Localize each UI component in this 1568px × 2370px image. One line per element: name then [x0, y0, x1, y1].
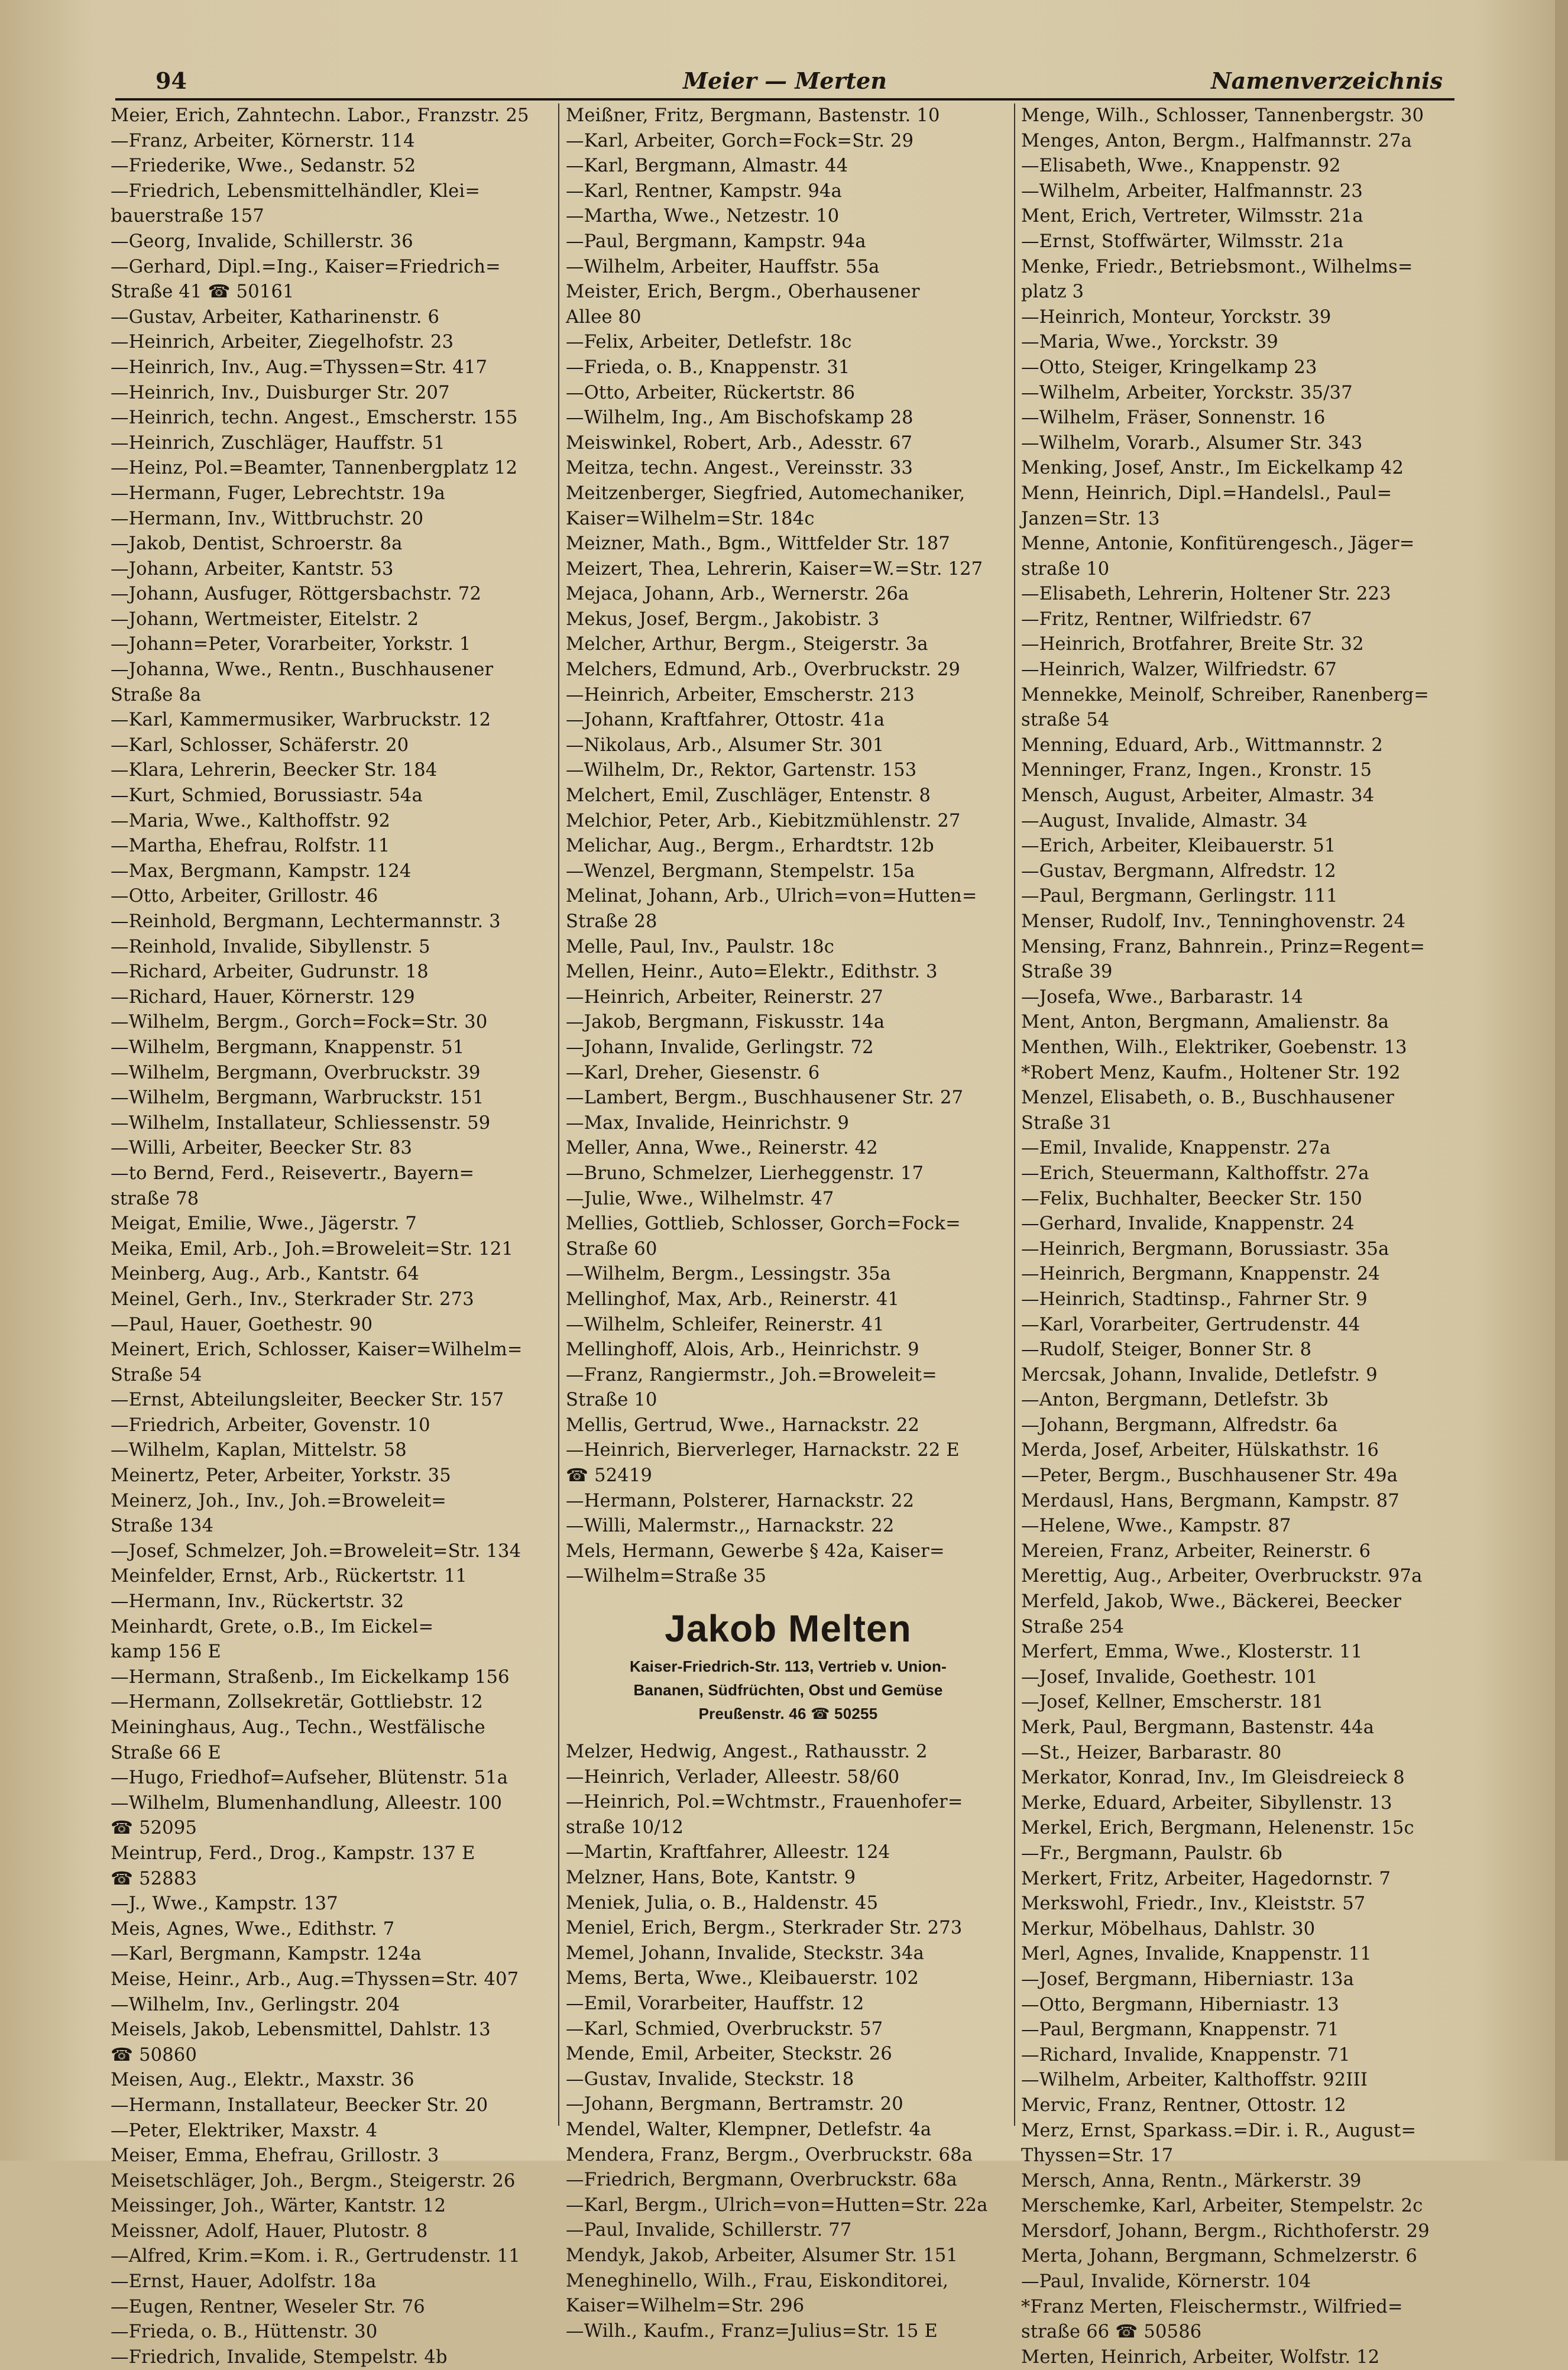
directory-entry: Meister, Erich, Bergm., Oberhausener — [566, 281, 920, 303]
directory-entry: —Eugen, Rentner, Weseler Str. 76 — [111, 2296, 425, 2317]
directory-entry: Melle, Paul, Inv., Paulstr. 18c — [566, 936, 835, 957]
directory-entry: —Martha, Wwe., Netzestr. 10 — [566, 206, 840, 227]
directory-entry: —Hermann, Fuger, Lebrechtstr. 19a — [111, 483, 446, 504]
directory-entry: Melinat, Johann, Arb., Ulrich=von=Hutten= — [566, 886, 977, 907]
directory-entry: straße 10 — [1021, 558, 1110, 579]
directory-entry: Mensing, Franz, Bahnrein., Prinz=Regent= — [1021, 936, 1426, 957]
directory-entry: Menninger, Franz, Ingen., Kronstr. 15 — [1021, 760, 1372, 781]
directory-entry: —Gustav, Invalide, Steckstr. 18 — [566, 2068, 854, 2090]
directory-entry: Straße 60 — [566, 1238, 657, 1260]
directory-entry: Meniek, Julia, o. B., Haldenstr. 45 — [566, 1892, 879, 1914]
directory-entry: —Reinhold, Bergmann, Lechtermannstr. 3 — [111, 911, 501, 932]
directory-entry: —Johann=Peter, Vorarbeiter, Yorkstr. 1 — [111, 634, 471, 655]
directory-entry: Meitzenberger, Siegfried, Automechaniker, — [566, 483, 966, 504]
directory-entry: —Erich, Steuermann, Kalthoffstr. 27a — [1021, 1163, 1369, 1184]
directory-entry: Mendyk, Jakob, Arbeiter, Alsumer Str. 151 — [566, 2245, 958, 2266]
directory-entry: Meller, Anna, Wwe., Reinerstr. 42 — [566, 1138, 878, 1159]
directory-entry: —Wilhelm, Fräser, Sonnenstr. 16 — [1021, 407, 1326, 429]
directory-entry: —Heinrich, Arbeiter, Reinerstr. 27 — [566, 986, 884, 1008]
advert-line: Kaiser-Friedrich-Str. 113, Vertrieb v. Union- — [630, 1657, 947, 1676]
directory-entry: Merfert, Emma, Wwe., Klosterstr. 11 — [1021, 1641, 1363, 1663]
directory-entry: Mensch, August, Arbeiter, Almastr. 34 — [1021, 785, 1375, 807]
directory-entry: Meier, Erich, Zahntechn. Labor., Franzstr. 25 — [111, 105, 529, 126]
directory-entry: —Wilhelm, Ing., Am Bischofskamp 28 — [566, 407, 913, 429]
directory-column-1 — [111, 103, 551, 2368]
directory-entry: Menke, Friedr., Betriebsmont., Wilhelms= — [1021, 256, 1413, 277]
directory-entry: Mellen, Heinr., Auto=Elektr., Edithstr. 3 — [566, 961, 938, 983]
directory-entry: Meinert, Erich, Schlosser, Kaiser=Wilhelm= — [111, 1339, 523, 1361]
directory-entry: bauerstraße 157 — [111, 206, 264, 227]
directory-entry: Melcher, Arthur, Bergm., Steigerstr. 3a — [566, 634, 928, 655]
directory-entry: Meitza, techn. Angest., Vereinsstr. 33 — [566, 458, 913, 479]
directory-entry: —Lambert, Bergm., Buschhausener Str. 27 — [566, 1087, 964, 1109]
directory-entry: Straße 39 — [1021, 961, 1113, 983]
directory-entry: Meise, Heinr., Arb., Aug.=Thyssen=Str. 407 — [111, 1968, 519, 1990]
directory-entry: Menges, Anton, Bergm., Halfmannstr. 27a — [1021, 130, 1412, 151]
directory-entry: Mejaca, Johann, Arb., Wernerstr. 26a — [566, 584, 909, 605]
page-header — [115, 65, 1454, 101]
directory-entry: Meis, Agnes, Wwe., Edithstr. 7 — [111, 1918, 395, 1940]
directory-entry: —Anton, Bergmann, Detlefstr. 3b — [1021, 1390, 1329, 1411]
directory-entry: —Josef, Kellner, Emscherstr. 181 — [1021, 1692, 1324, 1713]
directory-entry: Melchior, Peter, Arb., Kiebitzmühlenstr. 27 — [566, 810, 961, 831]
directory-entry: Meinel, Gerh., Inv., Sterkrader Str. 273 — [111, 1288, 474, 1310]
directory-entry: Merz, Ernst, Sparkass.=Dir. i. R., August= — [1021, 2120, 1417, 2141]
directory-entry: Meinfelder, Ernst, Arb., Rückertstr. 11 — [111, 1566, 468, 1587]
directory-entry: Melzner, Hans, Bote, Kantstr. 9 — [566, 1867, 856, 1888]
directory-entry: —Willi, Malermstr.,, Harnackstr. 22 — [566, 1516, 895, 1537]
directory-entry: —Georg, Invalide, Schillerstr. 36 — [111, 231, 413, 252]
directory-entry: Janzen=Str. 13 — [1021, 508, 1160, 529]
directory-entry: Meinhardt, Grete, o.B., Im Eickel= — [111, 1616, 434, 1637]
directory-entry: —Karl, Vorarbeiter, Gertrudenstr. 44 — [1021, 1314, 1360, 1335]
directory-entry: —Hermann, Polsterer, Harnackstr. 22 — [566, 1490, 915, 1511]
directory-entry: Merkator, Konrad, Inv., Im Gleisdreieck 8 — [1021, 1767, 1405, 1789]
directory-entry: Meissinger, Joh., Wärter, Kantstr. 12 — [111, 2196, 446, 2217]
directory-entry: Meißner, Fritz, Bergmann, Bastenstr. 10 — [566, 105, 940, 126]
advertisement — [566, 1602, 1010, 1725]
directory-entry: —Johanna, Wwe., Rentn., Buschhausener — [111, 659, 494, 681]
directory-entry: Menking, Josef, Anstr., Im Eickelkamp 42 — [1021, 458, 1404, 479]
directory-entry: *Robert Menz, Kaufm., Holtener Str. 192 — [1021, 1062, 1401, 1083]
directory-entry: —Heinrich, Walzer, Wilfriedstr. 67 — [1021, 659, 1337, 681]
directory-entry: —Emil, Vorarbeiter, Hauffstr. 12 — [566, 1993, 864, 2014]
directory-entry: Mellies, Gottlieb, Schlosser, Gorch=Fock= — [566, 1213, 961, 1235]
directory-entry: —Heinrich, Inv., Aug.=Thyssen=Str. 417 — [111, 357, 488, 378]
directory-entry: —Maria, Wwe., Kalthoffstr. 92 — [111, 810, 391, 831]
directory-entry: —Martin, Kraftfahrer, Alleestr. 124 — [566, 1842, 890, 1863]
directory-entry: Merkert, Fritz, Arbeiter, Hagedornstr. 7 — [1021, 1868, 1391, 1889]
directory-entry: Meneghinello, Wilh., Frau, Eiskonditorei, — [566, 2270, 949, 2291]
directory-entry: ☎ 52095 — [111, 1818, 197, 1839]
directory-entry: Meisels, Jakob, Lebensmittel, Dahlstr. 13 — [111, 2019, 491, 2041]
directory-entry: —Erich, Arbeiter, Kleibauerstr. 51 — [1021, 836, 1336, 857]
directory-entry: —Gustav, Arbeiter, Katharinenstr. 6 — [111, 306, 440, 328]
directory-entry: kamp 156 E — [111, 1641, 221, 1663]
directory-entry: —Otto, Steiger, Kringelkamp 23 — [1021, 357, 1317, 378]
directory-entry: Mennekke, Meinolf, Schreiber, Ranenberg= — [1021, 684, 1430, 705]
directory-entry: —Heinrich, Brotfahrer, Breite Str. 32 — [1021, 634, 1364, 655]
directory-entry: Menn, Heinrich, Dipl.=Handelsl., Paul= — [1021, 483, 1392, 504]
advert-line: Bananen, Südfrüchten, Obst und Gemüse — [633, 1681, 943, 1699]
directory-entry: Thyssen=Str. 17 — [1021, 2145, 1174, 2167]
directory-entry: straße 78 — [111, 1188, 199, 1209]
directory-entry: —Paul, Bergmann, Knappenstr. 71 — [1021, 2019, 1339, 2041]
directory-entry: —Wilhelm, Bergm., Gorch=Fock=Str. 30 — [111, 1012, 488, 1033]
directory-entry: Meininghaus, Aug., Techn., Westfälische — [111, 1717, 485, 1738]
directory-entry: Meiser, Emma, Ehefrau, Grillostr. 3 — [111, 2145, 439, 2167]
directory-entry: —Heinrich, Arbeiter, Ziegelhofstr. 23 — [111, 332, 454, 353]
directory-entry: Meika, Emil, Arb., Joh.=Broweleit=Str. 121 — [111, 1238, 514, 1260]
directory-entry: —Gustav, Bergmann, Alfredstr. 12 — [1021, 860, 1336, 882]
directory-entry: —Elisabeth, Lehrerin, Holtener Str. 223 — [1021, 584, 1391, 605]
directory-entry: Mersch, Anna, Rentn., Märkerstr. 39 — [1021, 2170, 1362, 2191]
directory-entry: Meinberg, Aug., Arb., Kantstr. 64 — [111, 1264, 420, 1285]
directory-entry: —Johann, Kraftfahrer, Ottostr. 41a — [566, 710, 885, 731]
page-edge — [1555, 0, 1568, 2161]
directory-entry: —Heinrich, techn. Angest., Emscherstr. 155 — [111, 407, 518, 429]
directory-entry: —Friederike, Wwe., Sedanstr. 52 — [111, 156, 416, 177]
directory-entry: —Paul, Bergmann, Kampstr. 94a — [566, 231, 866, 252]
column-divider — [1014, 103, 1015, 2126]
directory-entry: —Franz, Rangiermstr., Joh.=Broweleit= — [566, 1364, 937, 1385]
directory-entry: Merda, Josef, Arbeiter, Hülskathstr. 16 — [1021, 1440, 1379, 1461]
directory-entry: Straße 254 — [1021, 1616, 1125, 1637]
directory-entry: —Heinrich, Pol.=Wchtmstr., Frauenhofer= — [566, 1792, 963, 1813]
directory-entry: Menthen, Wilh., Elektriker, Goebenstr. 13 — [1021, 1037, 1407, 1058]
directory-entry: —Karl, Bergmann, Almastr. 44 — [566, 156, 848, 177]
directory-entry: Mems, Berta, Wwe., Kleibauerstr. 102 — [566, 1968, 919, 1989]
directory-entry: —Wilhelm, Dr., Rektor, Gartenstr. 153 — [566, 760, 917, 781]
page-number: 94 — [155, 67, 187, 94]
directory-entry: Merkur, Möbelhaus, Dahlstr. 30 — [1021, 1918, 1316, 1940]
directory-entry: —Heinrich, Monteur, Yorckstr. 39 — [1021, 306, 1331, 328]
directory-entry: Allee 80 — [566, 306, 642, 328]
directory-entry: —Helene, Wwe., Kampstr. 87 — [1021, 1516, 1291, 1537]
directory-entry: —J., Wwe., Kampstr. 137 — [111, 1893, 338, 1915]
directory-entry: Menge, Wilh., Schlosser, Tannenbergstr. 30 — [1021, 105, 1424, 126]
directory-entry: —Wilhelm=Straße 35 — [566, 1566, 767, 1587]
directory-entry: —Josef, Invalide, Goethestr. 101 — [1021, 1666, 1318, 1688]
directory-entry: —Wilhelm, Blumenhandlung, Alleestr. 100 — [111, 1792, 503, 1814]
directory-entry: Mersdorf, Johann, Bergm., Richthoferstr. 29 — [1021, 2220, 1430, 2242]
directory-entry: ☎ 52883 — [111, 1868, 197, 1889]
directory-entry: Ment, Anton, Bergmann, Amalienstr. 8a — [1021, 1012, 1389, 1033]
directory-entry: —Jakob, Dentist, Schroerstr. 8a — [111, 533, 403, 555]
directory-entry: Meissner, Adolf, Hauer, Plutostr. 8 — [111, 2220, 428, 2242]
directory-entry: —Max, Invalide, Heinrichstr. 9 — [566, 1112, 850, 1134]
directory-entry: Menning, Eduard, Arb., Wittmannstr. 2 — [1021, 734, 1384, 756]
directory-entry: —Wilhelm, Arbeiter, Kalthoffstr. 92III — [1021, 2070, 1368, 2091]
directory-entry: —Heinz, Pol.=Beamter, Tannenbergplatz 12 — [111, 458, 518, 479]
directory-entry: Straße 134 — [111, 1516, 214, 1537]
directory-entry: —Karl, Kammermusiker, Warbruckstr. 12 — [111, 710, 491, 731]
directory-entry: —Wilhelm, Arbeiter, Yorckstr. 35/37 — [1021, 382, 1353, 403]
directory-entry: Melzer, Hedwig, Angest., Rathausstr. 2 — [566, 1741, 928, 1763]
directory-entry: Mels, Hermann, Gewerbe § 42a, Kaiser= — [566, 1540, 945, 1562]
directory-entry: —Ernst, Stoffwärter, Wilmsstr. 21a — [1021, 231, 1344, 252]
directory-entry: —Paul, Invalide, Schillerstr. 77 — [566, 2220, 852, 2241]
directory-entry: —Heinrich, Bierverleger, Harnackstr. 22 E — [566, 1440, 960, 1461]
directory-entry: —Martha, Ehefrau, Rolfstr. 11 — [111, 836, 390, 857]
directory-entry: —Josefa, Wwe., Barbarastr. 14 — [1021, 986, 1304, 1008]
directory-entry: —Maria, Wwe., Yorckstr. 39 — [1021, 332, 1278, 353]
directory-entry: Straße 31 — [1021, 1112, 1113, 1134]
directory-entry: Straße 66 E — [111, 1742, 222, 1763]
directory-entry: Merfeld, Jakob, Wwe., Bäckerei, Beecker — [1021, 1591, 1402, 1613]
directory-entry: —Max, Bergmann, Kampstr. 124 — [111, 860, 412, 882]
directory-entry: —Josef, Schmelzer, Joh.=Broweleit=Str. 134 — [111, 1540, 521, 1562]
directory-entry: ☎ 50860 — [111, 2044, 197, 2065]
directory-entry: Merl, Agnes, Invalide, Knappenstr. 11 — [1021, 1944, 1372, 1965]
directory-entry: —Frieda, o. B., Knappenstr. 31 — [566, 357, 850, 378]
directory-entry: —Johann, Arbeiter, Kantstr. 53 — [111, 558, 394, 579]
directory-entry: Mercsak, Johann, Invalide, Detlefstr. 9 — [1021, 1364, 1378, 1385]
directory-entry: —Gerhard, Dipl.=Ing., Kaiser=Friedrich= — [111, 256, 501, 277]
directory-column-3 — [1021, 103, 1456, 2368]
directory-entry: —Bruno, Schmelzer, Lierheggenstr. 17 — [566, 1163, 924, 1184]
directory-entry: —Heinrich, Arbeiter, Emscherstr. 213 — [566, 684, 915, 705]
directory-entry: —Fritz, Rentner, Wilfriedstr. 67 — [1021, 608, 1313, 630]
directory-entry: Melichar, Aug., Bergm., Erhardtstr. 12b — [566, 836, 934, 857]
directory-entry: *Franz Merten, Fleischermstr., Wilfried= — [1021, 2296, 1403, 2317]
directory-entry: —Heinrich, Inv., Duisburger Str. 207 — [111, 382, 450, 403]
directory-entry: Menzel, Elisabeth, o. B., Buschhausener — [1021, 1087, 1395, 1109]
directory-entry: —Julie, Wwe., Wilhelmstr. 47 — [566, 1188, 834, 1209]
directory-entry: —Alfred, Krim.=Kom. i. R., Gertrudenstr. 11 — [111, 2246, 520, 2267]
column-2-entries-top — [566, 103, 1010, 1589]
directory-entry: Melchers, Edmund, Arb., Overbruckstr. 29 — [566, 659, 961, 681]
directory-entry: Mervic, Franz, Rentner, Ottostr. 12 — [1021, 2094, 1346, 2116]
directory-entry: —Peter, Elektriker, Maxstr. 4 — [111, 2120, 378, 2141]
directory-entry: Merkel, Erich, Bergmann, Helenenstr. 15c — [1021, 1818, 1414, 1839]
directory-entry: Merta, Johann, Bergmann, Schmelzerstr. 6 — [1021, 2246, 1418, 2267]
directory-entry: straße 54 — [1021, 710, 1110, 731]
directory-entry: —Willi, Arbeiter, Beecker Str. 83 — [111, 1138, 413, 1159]
directory-entry: —Wilhelm, Bergmann, Knappenstr. 51 — [111, 1037, 465, 1058]
directory-entry: —Karl, Bergmann, Kampstr. 124a — [111, 1944, 422, 1965]
directory-entry: Memel, Johann, Invalide, Steckstr. 34a — [566, 1942, 924, 1964]
directory-entry: Meizert, Thea, Lehrerin, Kaiser=W.=Str. 127 — [566, 558, 983, 579]
directory-entry: —Richard, Hauer, Körnerstr. 129 — [111, 986, 415, 1008]
directory-entry: Merkswohl, Friedr., Inv., Kleiststr. 57 — [1021, 1893, 1366, 1915]
directory-entry: Straße 41 ☎ 50161 — [111, 281, 294, 303]
directory-entry: —Otto, Bergmann, Hiberniastr. 13 — [1021, 1994, 1339, 2015]
directory-entry: —Wilhelm, Vorarb., Alsumer Str. 343 — [1021, 432, 1363, 454]
directory-entry: Merettig, Aug., Arbeiter, Overbruckstr. 97a — [1021, 1566, 1423, 1587]
directory-entry: —Wilhelm, Bergmann, Overbruckstr. 39 — [111, 1062, 481, 1083]
directory-entry: —Heinrich, Bergmann, Knappenstr. 24 — [1021, 1264, 1381, 1285]
directory-entry: straße 66 ☎ 50586 — [1021, 2322, 1202, 2343]
directory-entry: —Karl, Arbeiter, Gorch=Fock=Str. 29 — [566, 130, 914, 151]
directory-entry: —to Bernd, Ferd., Reisevertr., Bayern= — [111, 1163, 475, 1184]
directory-entry: —Peter, Bergm., Buschhausener Str. 49a — [1021, 1465, 1398, 1487]
advert-line: Preußenstr. 46 ☎ 50255 — [698, 1705, 878, 1723]
directory-entry: —Wilhelm, Arbeiter, Hauffstr. 55a — [566, 256, 880, 277]
directory-entry: —Friedrich, Arbeiter, Govenstr. 10 — [111, 1414, 430, 1436]
directory-entry: —Johann, Ausfuger, Röttgersbachstr. 72 — [111, 584, 482, 605]
directory-entry: Melchert, Emil, Zuschläger, Entenstr. 8 — [566, 785, 931, 807]
column-divider — [558, 103, 559, 2126]
directory-entry: Meiswinkel, Robert, Arb., Adesstr. 67 — [566, 432, 913, 454]
directory-entry: —Hugo, Friedhof=Aufseher, Blütenstr. 51a — [111, 1767, 508, 1789]
directory-entry: Mendera, Franz, Bergm., Overbruckstr. 68a — [566, 2144, 973, 2165]
section-title: Namenverzeichnis — [1210, 67, 1443, 94]
directory-entry: Merschemke, Karl, Arbeiter, Stempelstr. 2c — [1021, 2196, 1423, 2217]
directory-entry: —Rudolf, Steiger, Bonner Str. 8 — [1021, 1339, 1312, 1361]
directory-entry: Meizner, Math., Bgm., Wittfelder Str. 187 — [566, 533, 950, 555]
directory-entry: Mekus, Josef, Bergm., Jakobistr. 3 — [566, 608, 880, 630]
directory-entry: —Elisabeth, Wwe., Knappenstr. 92 — [1021, 156, 1341, 177]
directory-entry: —Kurt, Schmied, Borussiastr. 54a — [111, 785, 423, 807]
directory-entry: Mendel, Walter, Klempner, Detlefstr. 4a — [566, 2119, 932, 2140]
directory-entry: Meintrup, Ferd., Drog., Kampstr. 137 E — [111, 1843, 475, 1864]
directory-entry: —Reinhold, Invalide, Sibyllenstr. 5 — [111, 936, 430, 957]
directory-entry: —Heinrich, Stadtinsp., Fahrner Str. 9 — [1021, 1288, 1368, 1310]
directory-entry: Menser, Rudolf, Inv., Tenninghovenstr. 24 — [1021, 911, 1406, 932]
directory-entry: —Ernst, Hauer, Adolfstr. 18a — [111, 2271, 377, 2293]
directory-entry: Mellis, Gertrud, Wwe., Harnackstr. 22 — [566, 1414, 920, 1436]
directory-entry: —Friedrich, Bergmann, Overbruckstr. 68a — [566, 2170, 957, 2191]
directory-entry: —Johann, Bergmann, Alfredstr. 6a — [1021, 1414, 1338, 1436]
directory-entry: —Johann, Wertmeister, Eitelstr. 2 — [111, 608, 419, 630]
directory-entry: —Wilhelm, Schleifer, Reinerstr. 41 — [566, 1314, 885, 1335]
directory-entry: Kaiser=Wilhelm=Str. 184c — [566, 508, 815, 529]
directory-entry: —Johann, Bergmann, Bertramstr. 20 — [566, 2094, 903, 2115]
directory-entry: —Otto, Arbeiter, Grillostr. 46 — [111, 886, 378, 907]
directory-entry: Mende, Emil, Arbeiter, Steckstr. 26 — [566, 2044, 892, 2065]
directory-entry: —Franz, Arbeiter, Körnerstr. 114 — [111, 130, 415, 151]
directory-entry: —Gerhard, Invalide, Knappenstr. 24 — [1021, 1213, 1355, 1235]
directory-entry: —Hermann, Installateur, Beecker Str. 20 — [111, 2094, 488, 2116]
directory-entry: Kaiser=Wilhelm=Str. 296 — [566, 2295, 805, 2317]
directory-entry: Meisen, Aug., Elektr., Maxstr. 36 — [111, 2070, 414, 2091]
directory-entry: —Felix, Buchhalter, Beecker Str. 150 — [1021, 1188, 1363, 1209]
directory-entry: —Wilhelm, Bergmann, Warbruckstr. 151 — [111, 1087, 484, 1109]
directory-entry: Menne, Antonie, Konfitürengesch., Jäger= — [1021, 533, 1415, 555]
directory-entry: —Wilh., Kaufm., Franz=Julius=Str. 15 E — [566, 2320, 938, 2342]
directory-entry: Straße 54 — [111, 1364, 202, 1385]
directory-entry: Mellinghof, Max, Arb., Reinerstr. 41 — [566, 1288, 900, 1310]
directory-entry: —Karl, Schlosser, Schäferstr. 20 — [111, 734, 409, 756]
directory-entry: —Richard, Arbeiter, Gudrunstr. 18 — [111, 961, 429, 983]
directory-entry: —Jakob, Bergmann, Fiskusstr. 14a — [566, 1012, 885, 1033]
directory-entry: —Hermann, Inv., Rückertstr. 32 — [111, 1591, 404, 1613]
directory-entry: ☎ 52419 — [566, 1465, 653, 1487]
directory-entry: —Wilhelm, Arbeiter, Halfmannstr. 23 — [1021, 180, 1363, 202]
directory-entry: —Wilhelm, Inv., Gerlingstr. 204 — [111, 1994, 400, 2015]
directory-entry: —Wilhelm, Bergm., Lessingstr. 35a — [566, 1264, 891, 1285]
directory-entry: —Klara, Lehrerin, Beecker Str. 184 — [111, 760, 438, 781]
directory-entry: platz 3 — [1021, 281, 1084, 303]
directory-entry: —Karl, Schmied, Overbruckstr. 57 — [566, 2018, 883, 2039]
directory-entry: straße 10/12 — [566, 1817, 684, 1838]
directory-entry: —Richard, Invalide, Knappenstr. 71 — [1021, 2044, 1350, 2065]
directory-entry: Ment, Erich, Vertreter, Wilmsstr. 21a — [1021, 206, 1363, 227]
directory-entry: —Nikolaus, Arb., Alsumer Str. 301 — [566, 734, 885, 756]
directory-entry: —Paul, Hauer, Goethestr. 90 — [111, 1314, 373, 1335]
directory-entry: Merk, Paul, Bergmann, Bastenstr. 44a — [1021, 1717, 1375, 1738]
directory-entry: —Karl, Rentner, Kampstr. 94a — [566, 180, 842, 202]
directory-entry: Mellinghoff, Alois, Arb., Heinrichstr. 9 — [566, 1339, 919, 1361]
directory-entry: —Josef, Bergmann, Hiberniastr. 13a — [1021, 1968, 1355, 1990]
directory-entry: —Johann, Invalide, Gerlingstr. 72 — [566, 1037, 874, 1058]
directory-entry: Meisetschläger, Joh., Bergm., Steigerstr. 26 — [111, 2170, 516, 2191]
directory-entry: —St., Heizer, Barbarastr. 80 — [1021, 1742, 1282, 1763]
directory-entry: —Wilhelm, Kaplan, Mittelstr. 58 — [111, 1440, 407, 1461]
directory-entry: —Hermann, Inv., Wittbruchstr. 20 — [111, 508, 424, 529]
directory-entry: Straße 8a — [111, 684, 202, 705]
directory-entry: —Heinrich, Verlader, Alleestr. 58/60 — [566, 1766, 900, 1788]
directory-entry: Meinertz, Peter, Arbeiter, Yorkstr. 35 — [111, 1465, 451, 1487]
directory-entry: Meniel, Erich, Bergm., Sterkrader Str. 273 — [566, 1918, 963, 1939]
directory-entry: —Wenzel, Bergmann, Stempelstr. 15a — [566, 860, 915, 882]
directory-entry: —Wilhelm, Installateur, Schliessenstr. 59 — [111, 1112, 491, 1134]
directory-entry: —Fr., Bergmann, Paulstr. 6b — [1021, 1843, 1282, 1864]
directory-entry: —Karl, Bergm., Ulrich=von=Hutten=Str. 22a — [566, 2194, 988, 2216]
directory-entry: Merke, Eduard, Arbeiter, Sibyllenstr. 13 — [1021, 1792, 1392, 1814]
directory-entry: —Ernst, Abteilungsleiter, Beecker Str. 157 — [111, 1390, 504, 1411]
directory-entry: —August, Invalide, Almastr. 34 — [1021, 810, 1308, 831]
directory-entry: —Paul, Bergmann, Gerlingstr. 111 — [1021, 886, 1338, 907]
advert-name: Jakob Melten — [665, 1607, 912, 1650]
directory-entry: Mereien, Franz, Arbeiter, Reinerstr. 6 — [1021, 1540, 1371, 1562]
directory-entry: —Karl, Dreher, Giesenstr. 6 — [566, 1062, 820, 1083]
directory-entry: —Heinrich, Zuschläger, Hauffstr. 51 — [111, 432, 445, 454]
directory-entry: —Otto, Arbeiter, Rückertstr. 86 — [566, 382, 856, 403]
directory-entry: —Hermann, Zollsekretär, Gottliebstr. 12 — [111, 1692, 483, 1713]
directory-column-2 — [566, 103, 1010, 2342]
directory-entry: —Paul, Invalide, Körnerstr. 104 — [1021, 2271, 1311, 2293]
directory-entry: —Heinrich, Bergmann, Borussiastr. 35a — [1021, 1238, 1389, 1260]
directory-entry: —Emil, Invalide, Knappenstr. 27a — [1021, 1138, 1331, 1159]
directory-entry: —Frieda, o. B., Hüttenstr. 30 — [111, 2322, 378, 2343]
directory-entry: —Felix, Arbeiter, Detlefstr. 18c — [566, 332, 852, 353]
directory-entry: —Hermann, Straßenb., Im Eickelkamp 156 — [111, 1666, 510, 1688]
directory-entry: —Friedrich, Invalide, Stempelstr. 4b — [111, 2346, 448, 2368]
column-2-entries-bottom — [566, 1740, 1010, 2344]
page-title: Meier — Merten — [683, 67, 887, 94]
directory-entry: Merdausl, Hans, Bergmann, Kampstr. 87 — [1021, 1490, 1399, 1511]
directory-entry: Meigat, Emilie, Wwe., Jägerstr. 7 — [111, 1213, 417, 1235]
directory-entry: Straße 10 — [566, 1390, 657, 1411]
directory-entry: Meinerz, Joh., Inv., Joh.=Broweleit= — [111, 1490, 447, 1511]
directory-entry: Merten, Heinrich, Arbeiter, Wolfstr. 12 — [1021, 2346, 1380, 2368]
directory-entry: —Friedrich, Lebensmittelhändler, Klei= — [111, 180, 481, 202]
directory-entry: Straße 28 — [566, 911, 657, 932]
